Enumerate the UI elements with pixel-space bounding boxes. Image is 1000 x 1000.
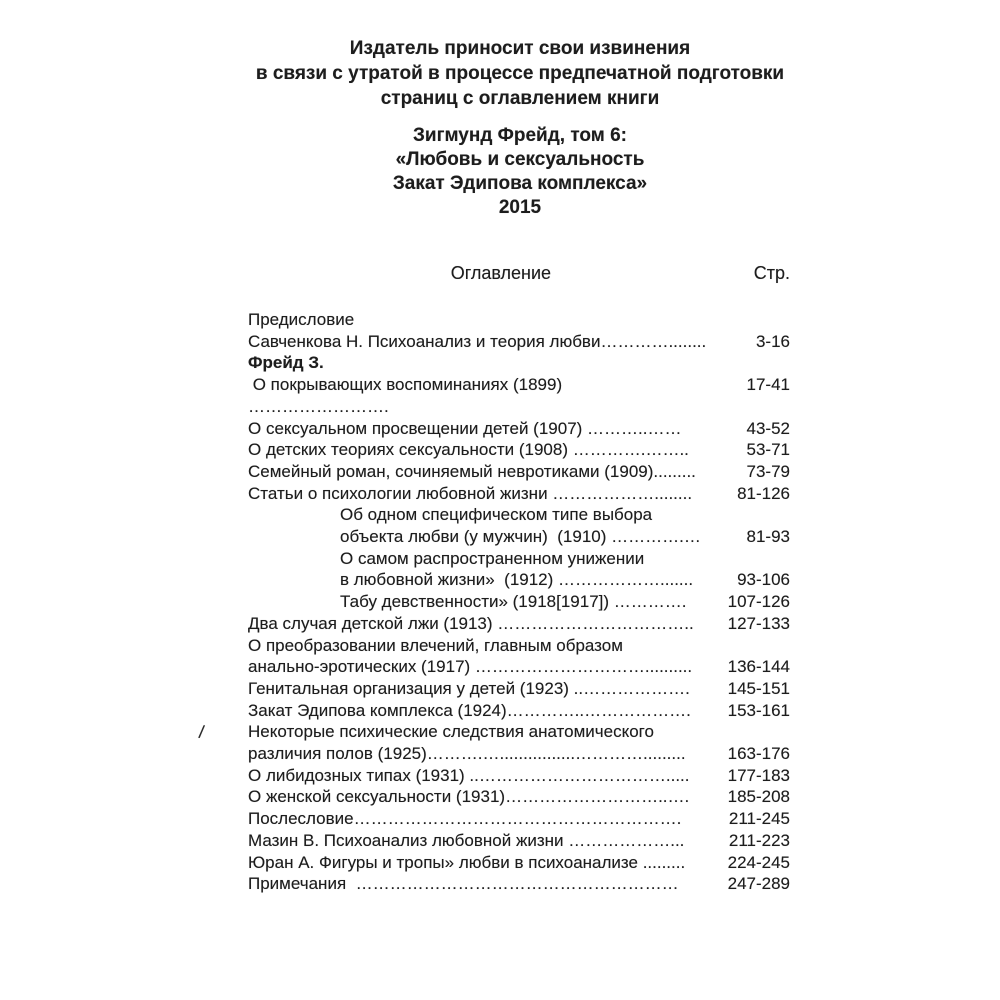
table-of-contents <box>248 262 790 895</box>
toc-entry-title: О преобразовании влечений, главным образом <box>248 635 623 655</box>
toc-row <box>248 591 790 613</box>
toc-row <box>248 656 790 678</box>
toc-row <box>248 418 790 440</box>
toc-entry-title: О сексуальном просвещении детей (1907) ………..…… <box>248 418 682 438</box>
toc-pages-heading: Стр. <box>753 263 790 283</box>
toc-entry-title: Статьи о психологии любовной жизни ………………........ <box>248 483 693 503</box>
toc-entry-pages: 73-79 <box>746 461 790 481</box>
toc-row <box>248 830 790 852</box>
toc-entry-title: Мазин В. Психоанализ любовной жизни ………………... <box>248 830 685 850</box>
toc-heading: Оглавление <box>450 263 552 283</box>
book-title-block <box>170 124 870 220</box>
toc-entry-title: О либидозных типах (1931) ..……………………………..... <box>248 765 690 785</box>
toc-row <box>248 743 790 765</box>
toc-entry-title: ……………………. <box>248 396 389 416</box>
apology-line: страниц с оглавлением книги <box>380 88 660 109</box>
toc-entry-title: Фрейд З. <box>248 353 324 373</box>
toc-row <box>248 483 790 505</box>
toc-entry-pages: 107-126 <box>727 592 790 612</box>
toc-entry-title: Некоторые психические следствия анатомического <box>248 722 654 742</box>
toc-entry-pages: 43-52 <box>746 418 790 438</box>
toc-entry-title: О детских теориях сексуальности (1908) ………….…….. <box>248 440 689 460</box>
apology-line: Издатель приносит свои извинения <box>349 38 691 59</box>
toc-entry-pages: 93-106 <box>737 570 790 590</box>
toc-row <box>248 526 790 548</box>
toc-row <box>248 396 790 418</box>
toc-entry-pages: 17-41 <box>746 375 790 395</box>
toc-entry-title: Семейный роман, сочиняемый невротиками (1909)......... <box>248 461 696 481</box>
toc-rows <box>248 309 790 895</box>
book-author-volume: Зигмунд Фрейд, том 6: <box>412 125 627 146</box>
toc-entry-title: Предисловие <box>248 310 355 329</box>
toc-entry-pages: 224-245 <box>727 852 790 872</box>
toc-entry-pages: 211-223 <box>728 830 790 850</box>
toc-row <box>248 786 790 808</box>
toc-entry-title: О женской сексуальности (1931)………………………..…. <box>248 787 690 807</box>
toc-entry-pages: 53-71 <box>746 440 790 460</box>
toc-row <box>248 374 790 396</box>
book-year: 2015 <box>498 197 542 218</box>
toc-row <box>248 721 790 743</box>
toc-row <box>248 352 790 374</box>
toc-entry-title: объекта любви (у мужчин) (1910) ………….… <box>340 527 701 547</box>
toc-entry-pages: 145-151 <box>727 678 790 698</box>
toc-row <box>248 852 790 874</box>
toc-entry-title: О покрывающих воспоминаниях (1899) <box>248 375 563 395</box>
toc-entry-pages: 127-133 <box>727 613 790 633</box>
book-title-line: «Любовь и сексуальность <box>395 149 645 170</box>
toc-entry-pages: 177-183 <box>727 765 790 785</box>
toc-entry-title: Закат Эдипова комплекса (1924)…………..………………. <box>248 700 691 720</box>
toc-entry-title: О самом распространенном унижении <box>340 548 645 568</box>
toc-entry-title: Об одном специфическом типе выбора <box>340 505 653 525</box>
toc-entry-pages: 81-93 <box>746 527 790 547</box>
toc-entry-title: Савченкова Н. Психоанализ и теория любви…………........ <box>248 331 707 351</box>
toc-row <box>248 569 790 591</box>
toc-entry-pages: 136-144 <box>727 657 790 677</box>
toc-entry-title: Послесловие…………………………………………………. <box>248 809 682 829</box>
toc-entry-pages: 3-16 <box>755 331 790 351</box>
toc-entry-title: в любовной жизни» (1912) ………………....... <box>340 570 694 590</box>
toc-row <box>248 635 790 657</box>
toc-row <box>248 461 790 483</box>
publisher-apology <box>170 36 870 111</box>
toc-row <box>248 331 790 353</box>
toc-entry-pages: 81-126 <box>737 483 790 503</box>
toc-entry-title: Юран А. Фигуры и тропы» любви в психоанализе ......... <box>248 852 686 872</box>
toc-row <box>248 548 790 570</box>
toc-entry-title: различия полов (1925)……….…................…………......... <box>248 744 686 764</box>
toc-row <box>248 678 790 700</box>
toc-entry-title: Примечания ………………………………………………… <box>248 874 679 894</box>
toc-entry-title: Два случая детской лжи (1913) …………………………….. <box>248 613 694 633</box>
toc-entry-pages: 153-161 <box>727 700 790 720</box>
toc-entry-title: анально-эротических (1917) ………………………….......... <box>248 657 693 677</box>
toc-entry-title: Генитальная организация у детей (1923) ..………………. <box>248 678 690 698</box>
toc-entry-pages: 185-208 <box>727 787 790 807</box>
toc-entry-pages: 247-289 <box>727 874 790 894</box>
book-title-line: Закат Эдипова комплекса» <box>392 173 648 194</box>
toc-row <box>248 613 790 635</box>
toc-row <box>248 808 790 830</box>
toc-header <box>248 262 790 284</box>
stray-scan-mark: / <box>197 721 206 743</box>
toc-row <box>248 309 790 331</box>
toc-row <box>248 439 790 461</box>
toc-entry-pages: 211-245 <box>728 809 790 829</box>
toc-row <box>248 700 790 722</box>
apology-line: в связи с утратой в процессе предпечатной подготовки <box>255 63 785 84</box>
toc-row <box>248 765 790 787</box>
toc-row <box>248 504 790 526</box>
toc-entry-pages: 163-176 <box>727 744 790 764</box>
toc-entry-title: Табу девственности» (1918[1917]) …………. <box>340 592 687 612</box>
toc-row <box>248 873 790 895</box>
